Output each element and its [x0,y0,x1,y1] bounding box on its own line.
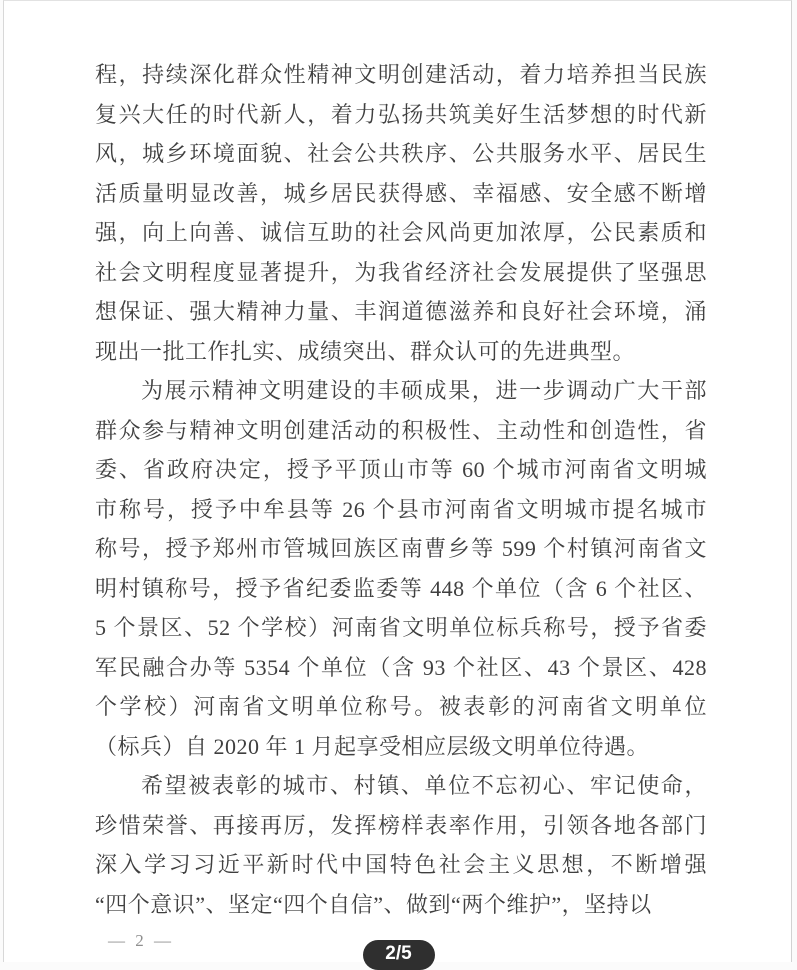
text-line: 现出一批工作扎实、成绩突出、群众认可的先进典型。 [95,338,636,364]
text-line: 5 个景区、52 个学校）河南省文明单位标兵称号，授予省委 [95,615,707,640]
text-line: 程，持续深化群众性精神文明创建活动，着力培养担当民族 [95,62,707,87]
page-number: — 2 — [108,931,174,950]
text-line: “四个意识”、坚定“四个自信”、做到“两个维护”，坚持以 [95,891,652,917]
text-line: 军民融合办等 5354 个单位（含 93 个社区、43 个景区、428 [95,654,707,680]
text-line: 群众参与精神文明创建活动的积极性、主动性和创造性，省 [95,417,707,443]
document-text-block [95,55,707,924]
text-line: 称号，授予郑州市管城回族区南曹乡等 599 个村镇河南省文 [95,536,707,561]
text-line: 明村镇称号，授予省纪委监委等 448 个单位（含 6 个社区、 [95,575,707,601]
text-line: 复兴大任的时代新人，着力弘扬共筑美好生活梦想的时代新 [95,101,707,127]
text-line: 社会文明程度显著提升，为我省经济社会发展提供了坚强思 [95,259,707,285]
text-line: 希望被表彰的城市、村镇、单位不忘初心、牢记使命， [141,773,707,798]
text-line: （标兵）自 2020 年 1 月起享受相应层级文明单位待遇。 [95,733,650,759]
text-line: 深入学习习近平新时代中国特色社会主义思想，不断增强 [95,852,707,877]
text-line: 为展示精神文明建设的丰硕成果，进一步调动广大干部 [141,378,707,403]
document-page[interactable] [3,0,792,962]
text-line: 风，城乡环境面貌、社会公共秩序、公共服务水平、居民生 [95,141,707,166]
text-line: 市称号，授予中牟县等 26 个县市河南省文明城市提名城市 [95,496,707,522]
text-line: 活质量明显改善，城乡居民获得感、幸福感、安全感不断增 [95,180,707,206]
text-line: 想保证、强大精神力量、丰润道德滋养和良好社会环境，涌 [95,299,707,324]
text-line: 个学校）河南省文明单位称号。被表彰的河南省文明单位 [95,694,707,719]
text-line: 委、省政府决定，授予平顶山市等 60 个城市河南省文明城 [95,457,707,482]
text-line: 强，向上向善、诚信互助的社会风尚更加浓厚，公民素质和 [95,220,707,245]
page-indicator-badge: 2/5 [363,940,435,970]
text-line: 珍惜荣誉、再接再厉，发挥榜样表率作用，引领各地各部门 [95,812,707,838]
